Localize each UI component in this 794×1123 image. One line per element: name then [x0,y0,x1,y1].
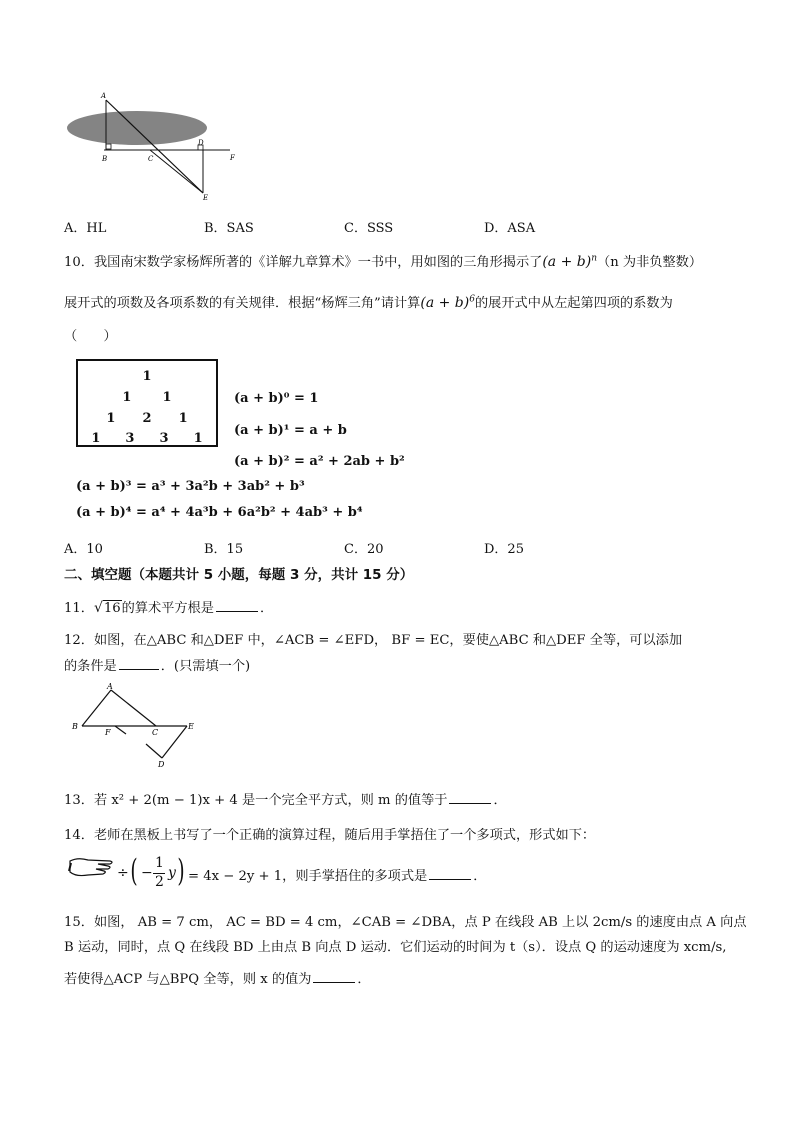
q11-answer-blank[interactable] [216,599,258,612]
label-B: B [102,155,108,163]
minus-sign: − [141,865,153,881]
section-heading: 二、填空题（本题共计 5 小题，每题 3 分，共计 15 分） [64,567,414,583]
q14-end: ． [473,869,487,884]
triangle-cell: 1 [106,411,116,426]
q10-line2-expr: (a + b) [420,295,470,311]
triangle-cell: 1 [178,411,188,426]
q13-text: 13．若 x² + 2(m − 1)x + 4 是一个完全平方式，则 m 的值等于 [64,793,448,808]
yanghui-triangle-box [76,359,218,447]
q11-number: 11． [64,601,94,616]
formula-power-4: (a + b)⁴ = a⁴ + 4a³b + 6a²b² + 4ab³ + b⁴ [76,505,363,520]
q10-option-d: D．25 [484,542,524,557]
q9-option-d: D．ASA [484,221,536,236]
q12-text: 的条件是 [64,659,117,674]
triangle-cell: 1 [91,431,101,446]
q14-rhs [188,865,486,884]
q11-text: 的算术平方根是 [121,601,214,616]
q15-end: ． [357,972,371,987]
fraction-numerator: 1 [155,855,164,871]
q13-answer-blank[interactable] [449,791,491,804]
label-E: E [188,722,194,731]
q11 [64,597,273,616]
q10-line1 [64,251,702,270]
label-B: B [72,722,78,731]
triangle-row-4 [78,431,216,446]
fraction-denominator: 2 [155,874,164,890]
q12-line1: 12．如图，在△ABC 和△DEF 中，∠ACB = ∠EFD， BF = EC，要使△ABC 和△DEF 全等，可以添加 [64,633,683,648]
triangle-row-2 [78,390,216,405]
q15-text: 若使得△ACP 与△BPQ 全等，则 x 的值为 [64,972,312,987]
q10-line2-text: 展开式的项数及各项系数的有关规律．根据“杨辉三角”请计算 [64,296,421,311]
q10-line2-text-b: 的展开式中从左起第四项的系数为 [474,296,673,311]
q10-line2-exp: 6 [469,294,475,305]
triangle-cell: 3 [159,431,169,446]
triangle-cell: 1 [122,390,132,405]
formula-power-1: (a + b)¹ = a + b [234,423,347,438]
q15-line2: B 运动，同时，点 Q 在线段 BD 上由点 B 向点 D 运动．它们运动的时间为 t（s）．设点 Q 的运动速度为 xcm/s, [64,940,727,955]
q11-end: ． [259,601,274,616]
triangle-cell: 1 [193,431,203,446]
q9-figure [62,90,247,202]
sqrt-sign: √ [93,600,103,616]
ink-smudge [67,111,207,145]
triangle-row-1 [78,369,216,384]
label-E: E [203,194,209,202]
q10-line1-expr: (a + b) [542,254,592,270]
q10-line2 [64,292,673,311]
label-A: A [101,92,107,100]
label-F: F [230,154,235,162]
label-A: A [107,682,113,691]
q10-line1-text: 10．我国南宋数学家杨辉所著的《详解九章算术》一书中，用如图的三角形揭示了 [64,255,543,270]
q14-answer-blank[interactable] [429,867,471,880]
triangle-cell: 1 [142,369,152,384]
q9-option-a: A．HL [64,221,107,236]
divide-sign: ÷ [117,865,129,881]
triangle-row-3 [78,411,216,426]
q15-answer-blank[interactable] [313,970,355,983]
formula-power-0: (a + b)⁰ = 1 [234,391,319,406]
q10-line1-text-b: （n 为非负整数） [597,255,703,270]
label-C: C [148,155,154,163]
label-C: C [152,728,159,737]
triangle-cell: 3 [125,431,135,446]
q11-radicand: 16 [103,601,121,616]
label-D: D [198,139,204,147]
q13-end: ． [493,793,507,808]
label-D: D [158,760,165,769]
q10-option-a: A．10 [64,542,103,557]
q12-text-b: ．(只需填一个) [160,659,251,674]
q10-option-b: B．15 [204,542,244,557]
left-paren: ( [130,853,138,889]
q10-answer-paren: （ ） [64,329,117,344]
q14-rhs-text: = 4x − 2y + 1，则手掌捂住的多项式是 [188,869,428,884]
q12-figure [70,680,200,770]
q9-option-c: C．SSS [344,221,394,236]
q15-line3 [64,968,371,987]
hand-icon [66,855,118,879]
q9-option-b: B．SAS [204,221,254,236]
q12-answer-blank[interactable] [119,657,159,670]
q10-line1-exp: n [591,253,598,264]
formula-power-3: (a + b)³ = a³ + 3a²b + 3ab² + b³ [76,479,305,494]
q12-line2 [64,655,250,674]
triangle-cell: 1 [162,390,172,405]
q15-line1: 15．如图， AB = 7 cm， AC = BD = 4 cm，∠CAB = ∠DBA，点 P 在线段 AB 上以 2cm/s 的速度由点 A 向点 [64,915,747,930]
formula-power-2: (a + b)² = a² + 2ab + b² [234,454,405,469]
fraction-variable: y [168,865,176,881]
label-F: F [105,728,111,737]
q14-line1: 14．老师在黑板上书写了一个正确的演算过程，随后用手掌捂住了一个多项式，形式如下： [64,828,596,843]
triangle-cell: 2 [142,411,152,426]
q10-option-c: C．20 [344,542,384,557]
q13 [64,789,507,808]
right-paren: ) [177,853,185,889]
